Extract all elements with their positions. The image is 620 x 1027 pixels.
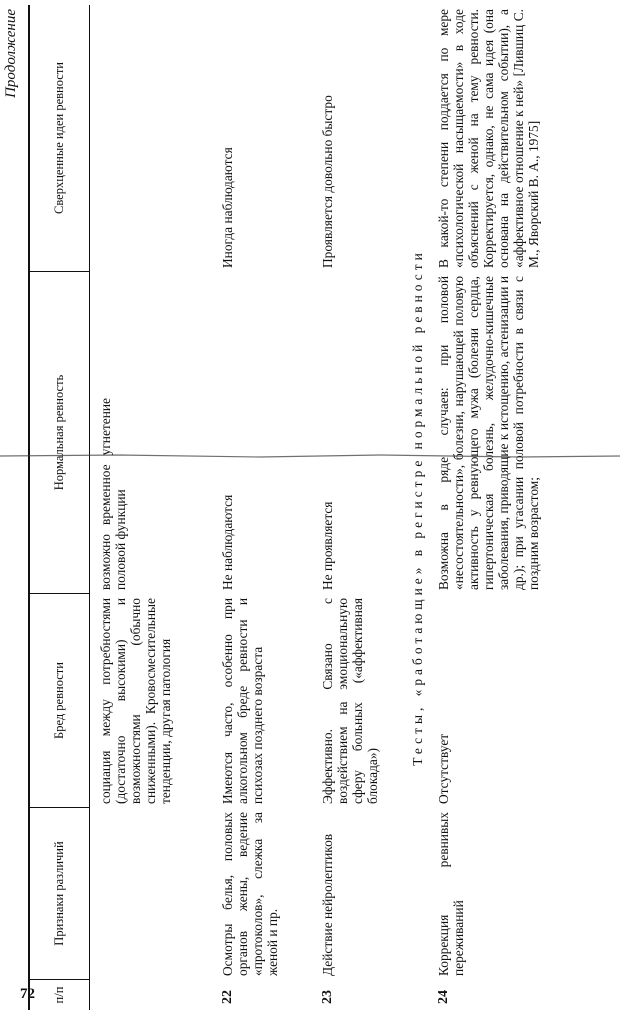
row-22-overvalued: Иногда наблюдаются	[220, 147, 235, 268]
row-24-overvalued: В какой-то степени поддается по мере «психологической насыщаемости» в ходе объяснений с женой на тему ревности. Корректируется, однако, не сама идея (она основана на действительном событии), а «аффективное отношение к ней» [Лившиц С. М., Яворский В. А., 1975]	[436, 9, 541, 268]
row-23-delusion: Эффективно. Связано с воздействием на эмоциональную сферу больных («аффективная блокада»)	[320, 598, 380, 804]
row-22-delusion: Имеются часто, особенно при алкогольном бреде ревности и психозах позднего возраста	[220, 598, 265, 804]
row-23-number: 23	[320, 990, 335, 1004]
header-num: п/п	[28, 980, 90, 1010]
row-24-delusion: Отсутствует	[436, 733, 451, 804]
section-title: Тесты, «работающие» в регистре нормальной ревности	[410, 249, 425, 766]
row-23-overvalued: Проявляется довольно быстро	[320, 95, 335, 268]
row-22-normal: Не наблюдаются	[220, 494, 235, 590]
row-22-signs: Осмотры белья, половых органов жены, ведение «протоколов», слежка за женой и пр.	[220, 812, 280, 976]
header-signs: Признаки различий	[28, 808, 90, 980]
row-cont-delusion: социация между потребностями (достаточно высокими) и возможностями (обычно сниженными). Кровосмесительные тенденции, другая патология	[98, 598, 173, 804]
header-delusion: Бред ревности	[28, 594, 90, 808]
row-24-normal: Возможна в ряде случаев: при половой «несостоятельности», болезни, нарушающей половую активность у ревнующего мужа (болезни сердца, гипертоническая болезнь, желудочно-кишечные заболевания, приводящие к истощению, астенизации и др.); при угасании половой потребности в связи с поздним возрастом;	[436, 276, 541, 590]
row-24-signs: Коррекция ревнивых переживаний	[436, 812, 466, 976]
row-22-number: 22	[220, 990, 235, 1004]
continuation-label: Продолжение	[3, 9, 19, 98]
row-cont-normal: возможно временное угнетение половой функции	[98, 398, 128, 590]
header-normal: Нормальная ревность	[28, 272, 90, 594]
row-24-number: 24	[436, 990, 451, 1004]
header-overvalued: Сверхценные идеи ревности	[28, 5, 90, 272]
row-23-normal: Не проявляется	[320, 501, 335, 590]
row-23-signs: Действие нейролептиков	[320, 833, 335, 976]
page-number: 72	[20, 986, 35, 1002]
